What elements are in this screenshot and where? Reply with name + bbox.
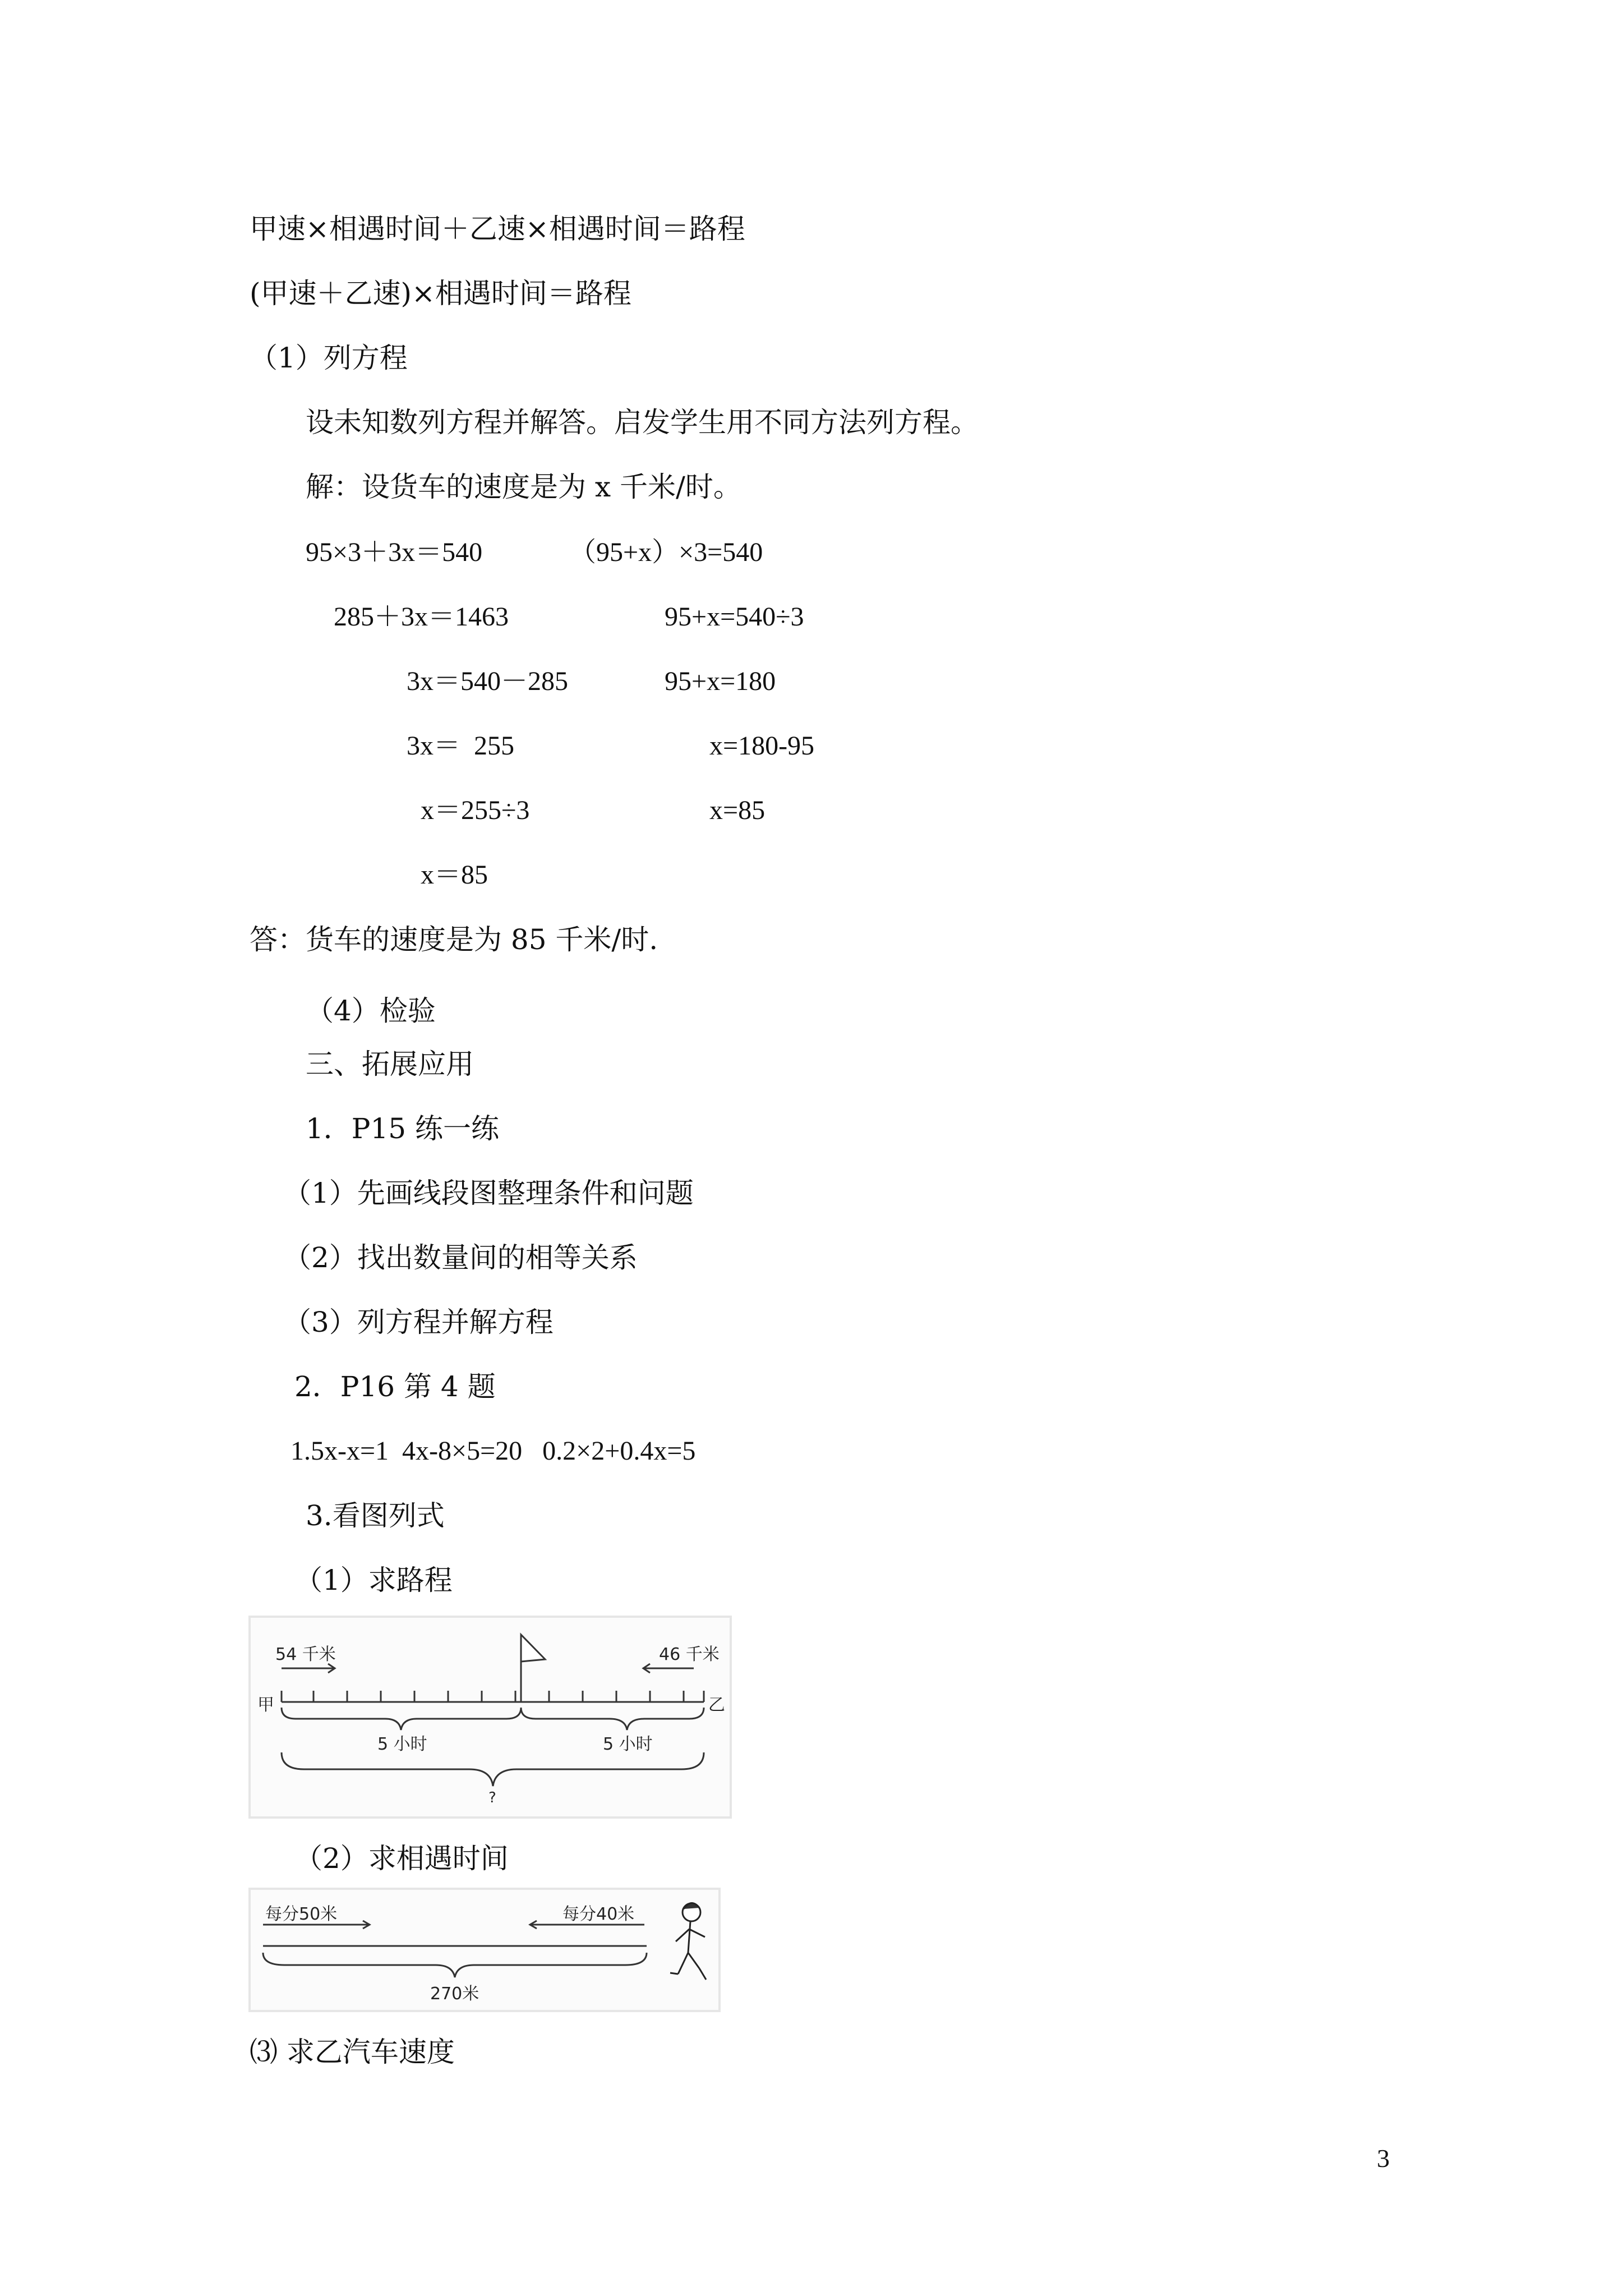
exercise-1-step: （3）列方程并解方程 [283, 1306, 554, 1338]
figure-meeting-diagram [248, 1888, 721, 2012]
section-title: 三、拓展应用 [306, 1048, 474, 1080]
solution-left-line: 95×3＋3x＝540 [306, 537, 483, 567]
solution-left-line: 3x＝540－285 [407, 666, 569, 696]
relation-line-2: (甲速＋乙速)×相遇时间＝路程 [250, 277, 631, 310]
solution-left-line: 285＋3x＝1463 [334, 602, 509, 632]
solution-left-line: 3x＝ 255 [407, 731, 515, 761]
exercise-3-part-1: （1）求路程 [294, 1564, 453, 1596]
left-time-label: 5 小时 [377, 1734, 427, 1754]
solution-left-line: x＝255÷3 [421, 795, 530, 825]
check-heading: （4）检验 [306, 995, 436, 1027]
exercise-1-step: （1）先画线段图整理条件和问题 [283, 1177, 694, 1209]
right-speed-label: 46 千米 [659, 1645, 720, 1664]
exercise-2-equations: 1.5x-x=1 4x-8×5=20 0.2×2+0.4x=5 [291, 1436, 696, 1466]
solution-right-line: x=85 [709, 795, 766, 825]
exercise-3-part-2: （2）求相遇时间 [294, 1842, 509, 1875]
exercise-3-title: 3.看图列式 [306, 1499, 445, 1532]
solution-left-line: x＝85 [421, 860, 488, 890]
exercise-2-title: 2．P16 第 4 题 [294, 1370, 496, 1403]
relation-line-1: 甲速×相遇时间＋乙速×相遇时间＝路程 [250, 213, 745, 245]
exercise-1-step: （2）找出数量间的相等关系 [283, 1241, 638, 1274]
total-distance-label: 270米 [430, 1984, 479, 2004]
exercise-1-title: 1．P15 练一练 [306, 1112, 499, 1145]
step-equation-instruction: 设未知数列方程并解答。启发学生用不同方法列方程。 [306, 406, 979, 439]
figure-distance-diagram [248, 1616, 732, 1819]
solution-right-line: 95+x=540÷3 [665, 602, 804, 632]
right-speed-label: 每分40米 [562, 1904, 635, 1924]
page-number: 3 [1377, 2144, 1390, 2173]
answer-line: 答：货车的速度是为 85 千米/时. [250, 923, 658, 956]
solve-setup: 解：设货车的速度是为 x 千米/时。 [306, 471, 741, 503]
left-speed-label: 每分50米 [265, 1904, 338, 1924]
step-equation-heading: （1）列方程 [250, 342, 408, 374]
runner-figure [670, 1903, 706, 1980]
right-time-label: 5 小时 [603, 1734, 653, 1754]
total-distance-label: ? [488, 1789, 496, 1806]
solution-right-line: x=180-95 [709, 731, 815, 761]
left-end-label: 甲 [257, 1695, 274, 1715]
left-speed-label: 54 千米 [275, 1645, 336, 1664]
exercise-3-part-3: ⑶ 求乙汽车速度 [250, 2036, 455, 2068]
solution-right-line: 95+x=180 [665, 666, 776, 696]
right-end-label: 乙 [708, 1695, 725, 1715]
solution-right-line: （95+x）×3=540 [569, 537, 763, 567]
